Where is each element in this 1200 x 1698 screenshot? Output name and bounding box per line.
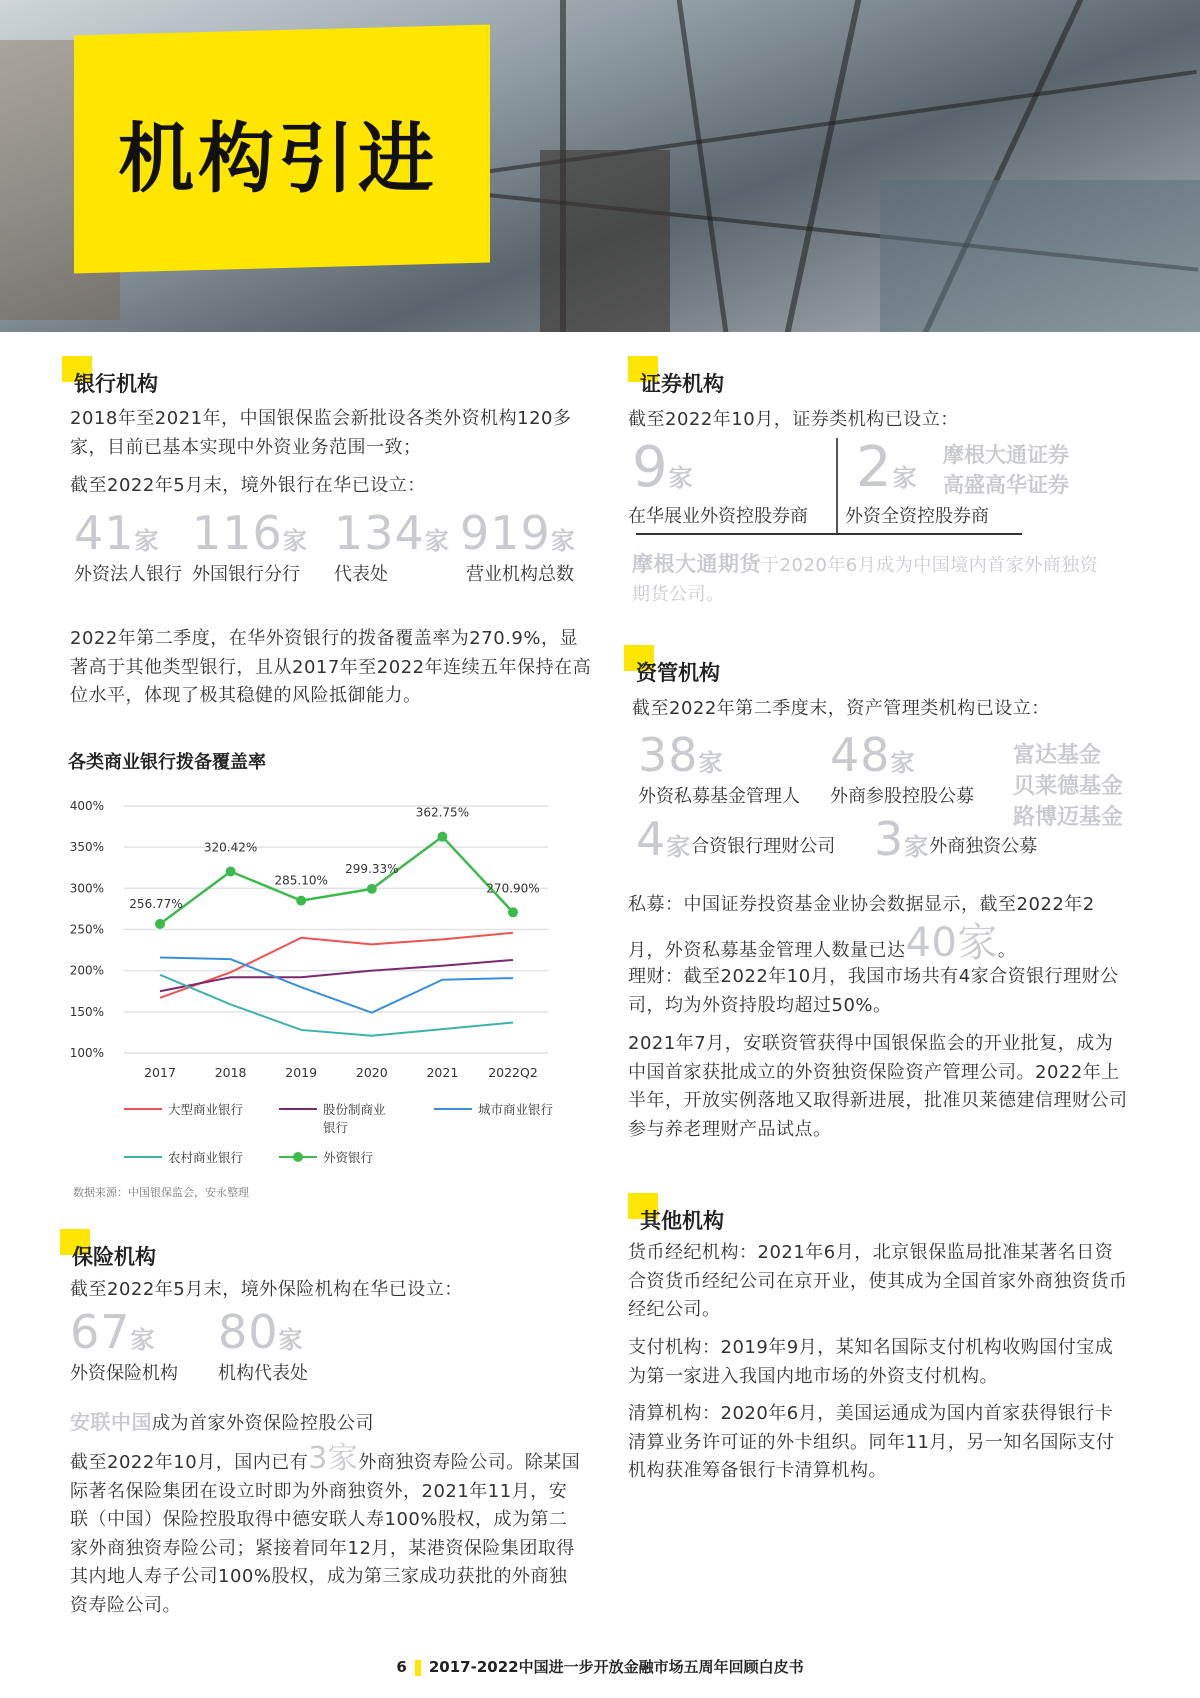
stat-label: 外商参股控股公募 xyxy=(830,786,974,807)
other-clearing: 清算机构：2020年6月，美国运通成为国内首家获得银行卡清算业务许可证的外卡组织。同年11月，另一知名国际支付机构获准筹备银行卡清算机构。 xyxy=(628,1403,1115,1481)
text: 私募：中国证券投资基金业协会数据显示，截至2022年2月，外资私募基金管理人数量已达 xyxy=(628,894,1095,961)
stat-label: 外资法人银行 xyxy=(74,564,182,585)
stat-number: 38 xyxy=(638,728,699,782)
stat-label: 营业机构总数 xyxy=(466,564,574,585)
stat-unit: 家 xyxy=(890,749,916,777)
stat xyxy=(192,506,334,586)
stat-label: 在华展业外资控股券商 xyxy=(628,506,808,527)
highlight-name: 安联中国 xyxy=(70,1410,152,1434)
data-point xyxy=(155,919,165,929)
x-tick-label: 2022Q2 xyxy=(488,1065,538,1080)
other-payment: 支付机构：2019年9月，某知名国际支付机构收购国付宝成为第一家进入我国内地市场的外资支付机构。 xyxy=(628,1337,1114,1387)
futures-text: 于2020年6月成为中国境内首家外商独资期货公司。 xyxy=(632,555,1099,605)
section-other xyxy=(640,1205,724,1235)
y-tick-label: 400% xyxy=(69,799,104,813)
page-title: 机构引进 xyxy=(118,114,438,203)
stat-label: 外资保险机构 xyxy=(70,1363,178,1384)
firm-name: 摩根大通证券 xyxy=(943,443,1069,467)
bank-heading: 银行机构 xyxy=(74,368,158,398)
stat-number: 2 xyxy=(856,435,893,500)
y-tick-label: 100% xyxy=(69,1046,104,1060)
firm-list xyxy=(943,440,1069,500)
data-label: 256.77% xyxy=(129,896,183,911)
stat xyxy=(334,506,460,586)
stat-unit: 家 xyxy=(698,749,724,777)
legend-item xyxy=(279,1100,434,1136)
asset-allianz: 2021年7月，安联资管获得中国银保监会的开业批复，成为中国首家获批成立的外资独资保险资产管理公司。2022年上半年，开放实例落地又取得新进展，批准贝莱德建信理财公司参与养老理财产品试点。 xyxy=(628,1033,1128,1140)
stat-number: 41 xyxy=(74,506,135,560)
stat-label: 外资私募基金管理人 xyxy=(638,786,800,807)
text: 。 xyxy=(997,940,1017,961)
data-label: 362.75% xyxy=(415,805,470,820)
stat-label: 外资全资控股券商 xyxy=(845,506,989,527)
legend-label: 股份制商业银行 xyxy=(323,1102,386,1135)
stat xyxy=(636,812,835,866)
stat xyxy=(638,728,800,808)
y-tick-label: 250% xyxy=(69,922,104,937)
stat xyxy=(218,1305,366,1385)
legend-swatch xyxy=(279,1156,317,1158)
stat xyxy=(632,435,694,508)
data-label: 285.10% xyxy=(274,873,328,888)
other-heading: 其他机构 xyxy=(640,1205,724,1235)
x-tick-label: 2019 xyxy=(285,1065,318,1080)
y-tick-label: 200% xyxy=(69,963,104,978)
y-tick-label: 300% xyxy=(69,881,104,896)
stat-label: 合资银行理财公司 xyxy=(691,836,836,857)
chart-source: 数据来源：中国银保监会，安永整理 xyxy=(73,1186,249,1199)
coverage-chart xyxy=(60,740,580,1090)
stat-unit: 家 xyxy=(130,1326,156,1354)
y-tick-label: 150% xyxy=(69,1004,104,1019)
insurance-stats xyxy=(70,1305,366,1385)
stat xyxy=(830,728,974,808)
data-point xyxy=(367,884,377,894)
stat xyxy=(460,506,590,586)
series-line xyxy=(160,933,513,998)
footer-title: 2017-2022中国进一步开放金融市场五周年回顾白皮书 xyxy=(428,1658,804,1676)
data-label: 299.33% xyxy=(345,861,399,876)
other-broker: 货币经纪机构：2021年6月，北京银保监局批准某著名日资合资货币经纪公司在京开业，使其成为全国首家外商独资货币经纪公司。 xyxy=(628,1242,1128,1320)
stat-number: 919 xyxy=(460,506,551,560)
insurance-intro: 截至2022年5月末，境外保险机构在华已设立： xyxy=(70,1279,463,1300)
securities-intro: 截至2022年10月，证券类机构已设立： xyxy=(628,409,959,430)
data-point xyxy=(226,867,236,877)
data-point xyxy=(296,896,306,906)
highlight-text: 成为首家外资保险控股公司 xyxy=(152,1413,374,1434)
asset-wealth: 理财：截至2022年10月，我国市场共有4家合资银行理财公司，均为外资持股均超过50%。 xyxy=(628,966,1119,1016)
fund-name: 路博迈基金 xyxy=(1013,805,1124,830)
fund-list xyxy=(1013,740,1123,833)
stat-number: 116 xyxy=(192,506,283,560)
stat-label: 外商独资公募 xyxy=(929,836,1038,857)
stat-number: 80 xyxy=(218,1305,279,1359)
divider xyxy=(836,438,838,534)
x-tick-label: 2020 xyxy=(355,1065,388,1080)
highlight-number: 40家 xyxy=(905,920,998,966)
legend-item xyxy=(124,1100,279,1136)
insurance-highlight xyxy=(70,1408,374,1439)
legend-label: 城市商业银行 xyxy=(478,1102,554,1117)
futures-name: 摩根大通期货 xyxy=(632,552,761,576)
insurance-heading: 保险机构 xyxy=(72,1241,156,1271)
legend-label: 农村商业银行 xyxy=(168,1150,244,1165)
bank-stats xyxy=(74,506,590,586)
insurance-body xyxy=(70,1441,585,1620)
stat-label: 外国银行分行 xyxy=(192,564,300,585)
section-bank xyxy=(74,368,158,398)
highlight-number: 3家 xyxy=(308,1441,359,1476)
asset-heading: 资管机构 xyxy=(636,657,720,687)
text: 截至2022年10月，国内已有 xyxy=(70,1452,309,1473)
asset-private-fund xyxy=(628,886,1128,970)
stat-number: 3 xyxy=(874,812,905,866)
stat-unit: 家 xyxy=(134,527,160,555)
chart-legend xyxy=(124,1100,564,1166)
section-securities xyxy=(640,368,724,398)
legend-item xyxy=(124,1148,279,1166)
data-point xyxy=(437,832,447,842)
legend-swatch xyxy=(434,1108,472,1110)
series-line xyxy=(160,975,513,1036)
legend-item xyxy=(279,1148,434,1166)
section-insurance xyxy=(72,1241,156,1271)
stat-unit: 家 xyxy=(278,1326,304,1354)
stat-unit: 家 xyxy=(666,833,692,861)
x-tick-label: 2018 xyxy=(214,1065,247,1080)
legend-label: 大型商业银行 xyxy=(168,1102,244,1117)
fund-name: 贝莱德基金 xyxy=(1013,774,1124,799)
stat-unit: 家 xyxy=(904,833,930,861)
stat-number: 9 xyxy=(632,435,669,500)
securities-heading: 证券机构 xyxy=(640,368,724,398)
firm-name: 高盛高华证券 xyxy=(943,473,1069,497)
stat-label: 代表处 xyxy=(334,564,388,585)
stat-unit: 家 xyxy=(892,464,918,492)
stat xyxy=(74,506,192,586)
section-asset xyxy=(636,657,720,687)
bank-intro-2: 截至2022年5月末，境外银行在华已设立： xyxy=(70,475,426,496)
data-label: 320.42% xyxy=(203,840,258,855)
y-tick-label: 350% xyxy=(69,840,104,855)
x-tick-label: 2017 xyxy=(144,1065,176,1080)
data-label: 270.90% xyxy=(486,881,540,896)
legend-item xyxy=(434,1100,564,1136)
bank-coverage-text: 2022年第二季度，在华外资银行的拨备覆盖率为270.9%，显著高于其他类型银行，且从2017年至2022年连续五年保持在高位水平，体现了极其稳健的风险抵御能力。 xyxy=(70,628,592,706)
futures-note xyxy=(632,550,1112,609)
stat-number: 134 xyxy=(334,506,425,560)
page-number: 6 xyxy=(396,1658,407,1676)
fund-name: 富达基金 xyxy=(1013,743,1102,768)
stat-number: 4 xyxy=(636,812,667,866)
legend-swatch xyxy=(124,1156,162,1158)
series-line xyxy=(160,957,513,1012)
chart-title: 各类商业银行拨备覆盖率 xyxy=(68,752,266,773)
x-tick-label: 2021 xyxy=(426,1065,459,1080)
stat xyxy=(856,435,918,508)
stat-unit: 家 xyxy=(668,464,694,492)
stat-unit: 家 xyxy=(424,527,450,555)
stat-number: 67 xyxy=(70,1305,131,1359)
legend-label: 外资银行 xyxy=(323,1150,374,1165)
stat-label: 机构代表处 xyxy=(218,1363,308,1384)
stat-number: 48 xyxy=(830,728,891,782)
stat xyxy=(70,1305,218,1385)
legend-swatch xyxy=(124,1108,162,1110)
footer-bar xyxy=(415,1660,421,1676)
bank-intro: 2018年至2021年，中国银保监会新批设各类外资机构120多家，目前已基本实现中外资业务范围一致； xyxy=(70,408,572,458)
legend-swatch xyxy=(279,1108,317,1110)
asset-intro: 截至2022年第二季度末，资产管理类机构已设立： xyxy=(632,698,1050,719)
series-line xyxy=(160,960,513,991)
stat-unit: 家 xyxy=(282,527,308,555)
divider xyxy=(636,533,1022,535)
data-point xyxy=(508,907,518,917)
text: 外商独资寿险公司。除某国际著名保险集团在设立时即为外商独资外，2021年11月，安联（中国）保险控股取得中德安联人寿100%股权，成为第二家外商独资寿险公司；紧接着同年12月，某港资保险集团取得其内地人寿子公司100%股权，成为第三家成功获批的外商独资寿险公司。 xyxy=(70,1452,581,1616)
page-footer xyxy=(0,1656,1200,1677)
stat-unit: 家 xyxy=(550,527,576,555)
